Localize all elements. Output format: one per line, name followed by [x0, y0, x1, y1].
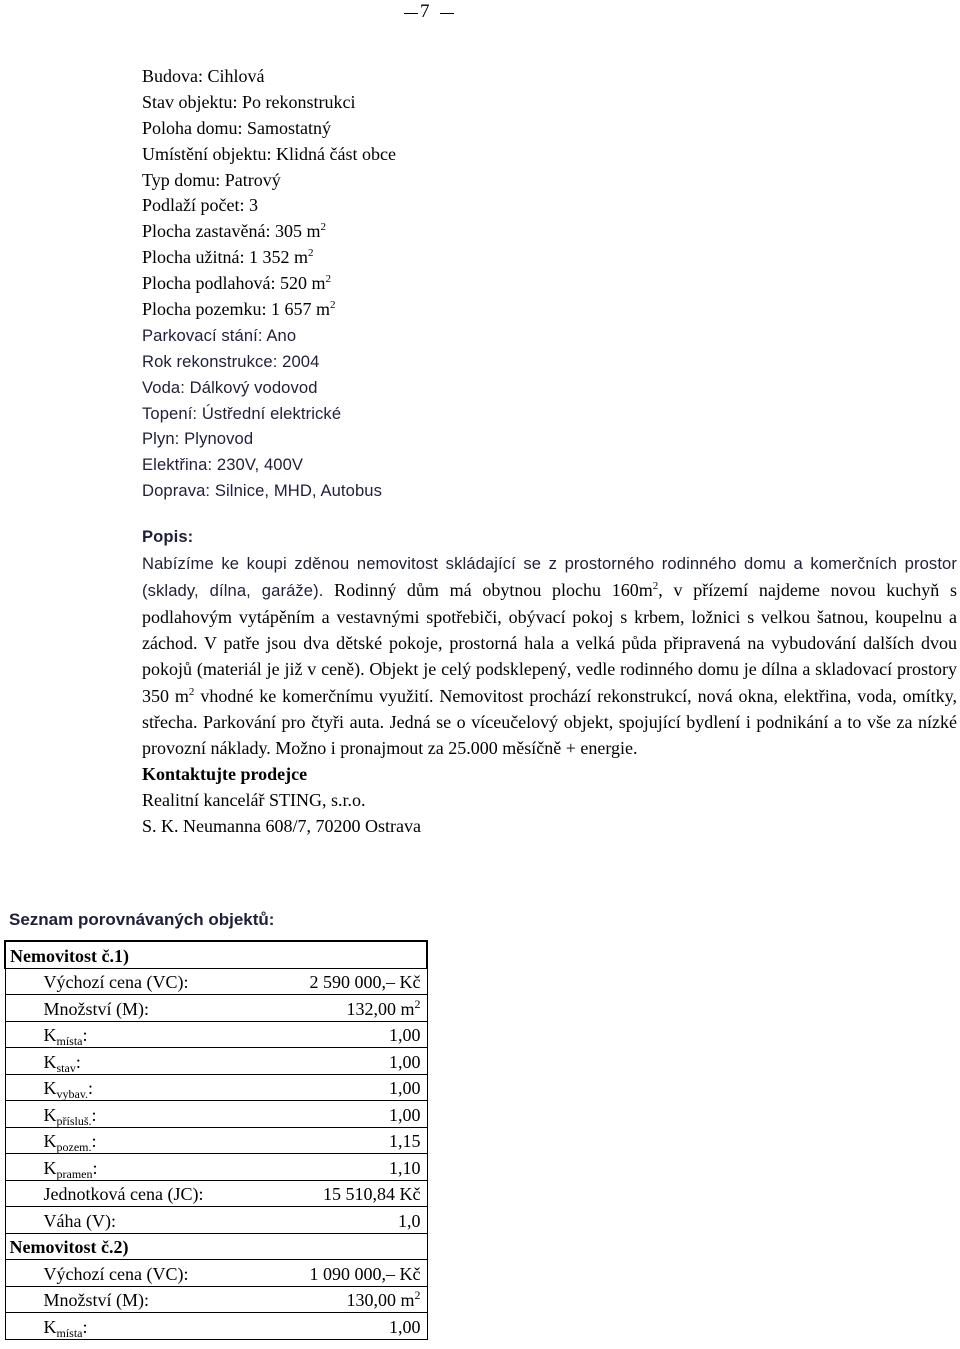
spec-line — [142, 168, 960, 194]
spec-line — [142, 375, 960, 401]
row-value: 15 510,84 Kč — [270, 1180, 427, 1207]
row-value: 130,00 $m^2$ — [270, 1286, 427, 1313]
row-label: $K_{vybav.}$: — [5, 1074, 270, 1101]
row-value: 1 090 000,– Kč — [270, 1260, 427, 1287]
spec-line — [142, 142, 960, 168]
description-part-3: , v přízemí najdeme novou kuchyň s podlahovým vytápěním a vestavnými spotřebiči, obývací pokoj s krbem, ložnici s velkou šatnou, koupelnu a záchod. — [142, 580, 957, 654]
spec-line — [142, 452, 960, 478]
spec-label: Plocha pozemku: — [142, 299, 271, 320]
row-value: 132,00 $m^2$ — [270, 995, 427, 1022]
spec-value: Patrový — [224, 169, 281, 190]
row-label: Výchozí cena (VC): — [5, 968, 270, 995]
contact-company: Realitní kancelář STING, s.r.o. — [142, 789, 366, 810]
row-label: $K_{pozem.}$: — [5, 1127, 270, 1154]
spec-value: 520 m — [279, 273, 326, 294]
table-row — [5, 1286, 427, 1313]
spec-label: Topení: — [142, 403, 202, 423]
spec-value: Ano — [266, 325, 297, 345]
property-specs — [142, 64, 960, 504]
spec-label: Plocha podlahová: — [142, 273, 280, 294]
row-label: Váha (V): — [5, 1207, 270, 1234]
row-value: 2 590 000,– Kč — [270, 968, 427, 995]
row-value: 1,00 — [270, 1074, 427, 1101]
row-label: $K_{místa}$: — [5, 1313, 270, 1340]
description-part-8: Parkování pro čtyři auta. — [197, 711, 385, 732]
spec-label: Podlaží počet: — [142, 195, 249, 216]
table-row — [5, 995, 427, 1022]
spec-line — [142, 90, 960, 116]
spec-line — [142, 478, 960, 504]
page-number-value: 7 — [420, 1, 430, 22]
table-row — [5, 1127, 427, 1154]
table-row — [5, 1074, 427, 1101]
spec-label: Elektřina: — [142, 455, 217, 475]
description-part-10: Možno i pronajmout za 25.000 měsíčně + energie. — [270, 737, 638, 758]
property-title: Nemovitost č.1) — [5, 941, 427, 968]
row-label-sub: pozem. — [56, 1140, 92, 1154]
description-part-6: vhodné ke komerčnímu využití. — [194, 685, 434, 706]
page-number-dash-left — [404, 13, 418, 14]
spec-value: Cihlová — [207, 66, 265, 86]
spec-label: Plyn: — [142, 429, 185, 449]
property-title-row — [5, 941, 427, 968]
row-value: 1,10 — [270, 1154, 427, 1181]
description-part-5-sup: 2 — [188, 685, 195, 698]
table-row — [5, 1021, 427, 1048]
spec-line — [142, 193, 960, 219]
description-heading: Popis: — [142, 527, 194, 546]
spec-value: 3 — [248, 195, 258, 216]
spec-label: Doprava: — [142, 481, 215, 501]
spec-value-sup: 2 — [308, 247, 314, 260]
row-value: 1,15 — [270, 1127, 427, 1154]
comparison-table — [4, 940, 428, 1340]
spec-value: 305 m — [274, 221, 321, 242]
spec-value: 230V, 400V — [216, 455, 304, 475]
row-label: $K_{pramen}$: — [5, 1154, 270, 1181]
row-label: $K_{přísluš.}$: — [5, 1101, 270, 1128]
description-part-7: Nemovitost prochází rekonstrukcí, nová okna, elektřina, voda, omítky, střecha. — [142, 685, 957, 732]
spec-line — [142, 426, 960, 452]
page-number — [404, 2, 452, 24]
table-row — [5, 968, 427, 995]
spec-line — [142, 323, 960, 349]
spec-line — [142, 219, 960, 245]
spec-label: Poloha domu: — [142, 117, 248, 138]
spec-value: Po rekonstrukci — [242, 91, 356, 112]
row-label-sub: vybav. — [56, 1087, 89, 1101]
contact-heading: Kontaktujte prodejce — [142, 763, 308, 784]
spec-value: Klidná část obce — [276, 143, 396, 164]
property-description — [142, 524, 957, 839]
spec-label: Voda: — [142, 377, 190, 397]
row-value: 1,0 — [270, 1207, 427, 1234]
row-value: 1,00 — [270, 1021, 427, 1048]
description-text — [142, 550, 957, 761]
spec-value: 1 352 m — [248, 247, 308, 268]
description-part-9: Jedná se o víceučelový objekt, spojující bydlení i podnikání a to vše za nízké provozní náklady. — [142, 711, 957, 758]
comparison-list-heading: Seznam porovnávaných objektů: — [9, 910, 275, 929]
row-value: 1,00 — [270, 1313, 427, 1340]
description-part-2: Rodinný dům má obytnou plochu 160m — [323, 580, 653, 601]
spec-label: Plocha zastavěná: — [142, 221, 275, 242]
description-part-1: Nabízíme ke koupi zděnou nemovitost skládající se z prostorného rodinného domu a komerčních prostor (sklady, dílna, garáže). — [142, 554, 957, 601]
spec-value: Silnice, MHD, Autobus — [214, 481, 383, 501]
description-part-2-sup: 2 — [652, 580, 659, 593]
table-row — [5, 1260, 427, 1287]
spec-line — [142, 271, 960, 297]
spec-label: Stav objektu: — [142, 91, 242, 112]
row-label-sub: místa — [56, 1325, 83, 1340]
table-row — [5, 1101, 427, 1128]
property-title-row — [5, 1233, 427, 1260]
page-number-dash-right — [440, 13, 454, 14]
spec-label: Rok rekonstrukce: — [142, 351, 283, 371]
row-label-sub: přísluš. — [56, 1113, 92, 1128]
property-title: Nemovitost č.2) — [5, 1233, 427, 1260]
row-value-sup: 2 — [414, 996, 421, 1011]
row-value: 1,00 — [270, 1101, 427, 1128]
row-value-sup: 2 — [414, 1288, 421, 1302]
spec-value: Samostatný — [247, 117, 332, 138]
spec-line — [142, 116, 960, 142]
table-row — [5, 1313, 427, 1340]
row-label: Množství (M): — [5, 995, 270, 1022]
row-label-sub: stav — [56, 1060, 76, 1075]
spec-label: Typ domu: — [142, 169, 225, 190]
row-label: $K_{místa}$: — [5, 1021, 270, 1048]
spec-label: Plocha užitná: — [142, 247, 249, 268]
spec-label: Umístění objektu: — [142, 143, 276, 164]
table-row — [5, 1180, 427, 1207]
spec-line — [142, 401, 960, 427]
row-label: Množství (M): — [5, 1286, 270, 1313]
spec-value-sup: 2 — [325, 273, 331, 286]
row-value: 1,00 — [270, 1048, 427, 1075]
spec-line — [142, 64, 960, 90]
row-label-sub: místa — [56, 1034, 83, 1048]
contact-address: S. K. Neumanna 608/7, 70200 Ostrava — [142, 816, 421, 837]
row-label: Výchozí cena (VC): — [5, 1260, 270, 1287]
table-row — [5, 1207, 427, 1234]
spec-line — [142, 349, 960, 375]
spec-line — [142, 297, 960, 323]
spec-value-sup: 2 — [330, 299, 336, 312]
row-label-sub: pramen — [56, 1166, 93, 1181]
description-part-4: V patře jsou dva dětské pokoje, prostorná hala a velká půda připravená na vybudování dalších dvou pokojů (materiál je již v ceně). — [142, 633, 957, 680]
spec-value: 1 657 m — [270, 299, 330, 320]
spec-value: Plynovod — [184, 429, 254, 449]
description-part-5: Objekt je celý podsklepený, vedle rodinného domu je dílna a skladovací prostory 350 m — [142, 659, 957, 706]
table-row — [5, 1048, 427, 1075]
spec-value: 2004 — [282, 351, 320, 371]
spec-line — [142, 245, 960, 271]
spec-value-sup: 2 — [320, 221, 326, 234]
spec-value: Ústřední elektrické — [201, 403, 342, 423]
spec-value: Dálkový vodovod — [189, 377, 318, 397]
spec-label: Budova: — [142, 66, 208, 86]
table-row — [5, 1154, 427, 1181]
row-label: Jednotková cena (JC): — [5, 1180, 270, 1207]
spec-label: Parkovací stání: — [142, 325, 267, 345]
row-label: $K_{stav}$: — [5, 1048, 270, 1075]
